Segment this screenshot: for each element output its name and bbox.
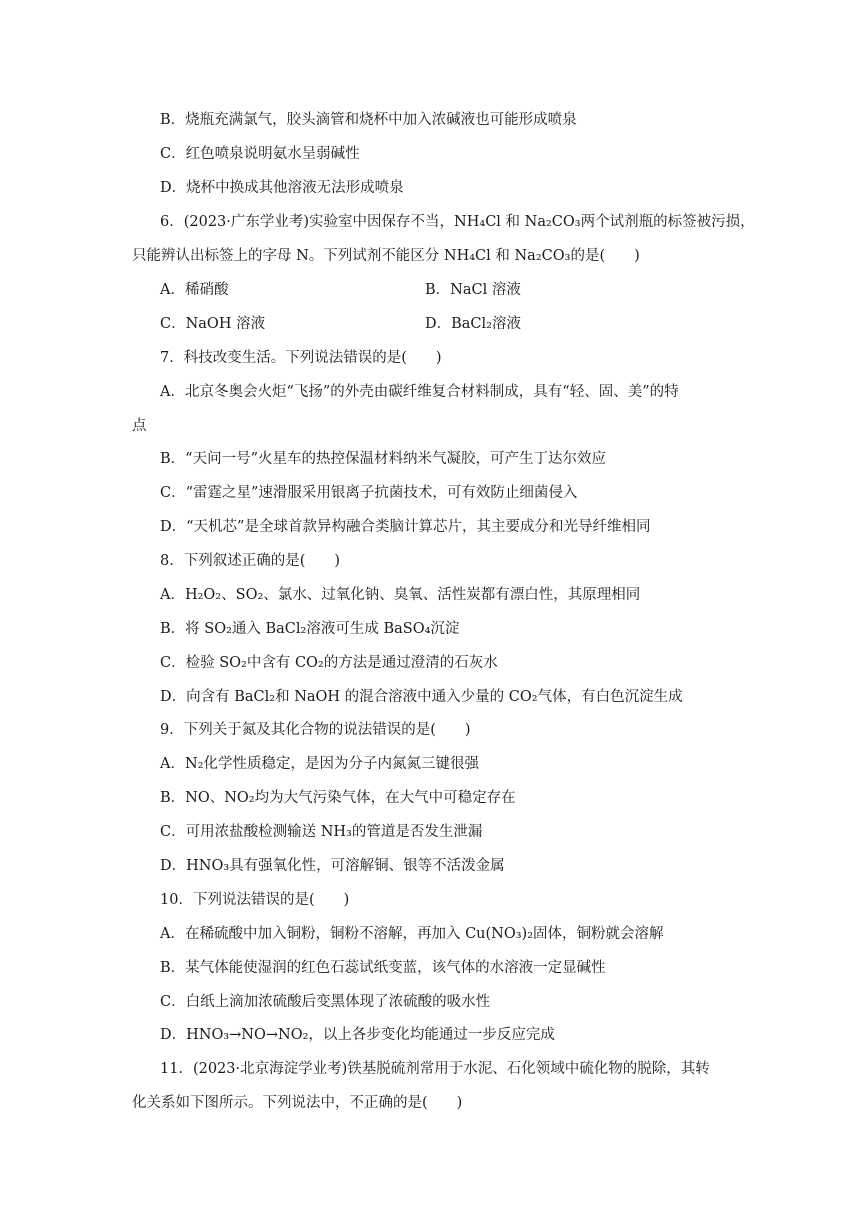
q6-option-d: D．BaCl₂溶液 [425,316,521,332]
q8-stem: 8．下列叙述正确的是( ) [160,553,341,569]
q7-option-c: C．“雷霆之星”速滑服采用银离子抗菌技术，可有效防止细菌侵入 [160,485,578,501]
q5-option-c: C．红色喷泉说明氨水呈弱碱性 [160,146,360,162]
q6-stem-line1: 6．(2023·广东学业考)实验室中因保存不当，NH₄Cl 和 Na₂CO₃两个试剂瓶的标签被污损， [160,214,755,230]
q9-option-d: D．HNO₃具有强氧化性，可溶解铜、银等不活泼金属 [160,858,505,874]
q7-stem: 7．科技改变生活。下列说法错误的是( ) [160,350,442,366]
q9-stem: 9．下列关于氮及其化合物的说法错误的是( ) [160,722,471,738]
q8-option-b: B．将 SO₂通入 BaCl₂溶液可生成 BaSO₄沉淀 [160,621,460,637]
q6-option-b: B．NaCl 溶液 [425,282,521,298]
q7-option-d: D．“天机芯”是全球首款异构融合类脑计算芯片，其主要成分和光导纤维相同 [160,519,651,535]
q11-stem-line1: 11．(2023·北京海淀学业考)铁基脱硫剂常用于水泥、石化领域中硫化物的脱除，其转 [160,1061,710,1077]
q6-option-c: C．NaOH 溶液 [160,316,266,332]
q9-option-a: A．N₂化学性质稳定，是因为分子内氮氮三键很强 [160,756,479,772]
q5-option-d: D．烧杯中换成其他溶液无法形成喷泉 [160,180,404,196]
q8-option-d: D．向含有 BaCl₂和 NaOH 的混合溶液中通入少量的 CO₂气体，有白色沉淀生成 [160,689,683,705]
q9-option-b: B．NO、NO₂均为大气污染气体，在大气中可稳定存在 [160,790,516,806]
q9-option-c: C．可用浓盐酸检测输送 NH₃的管道是否发生泄漏 [160,824,483,840]
q7-option-a-line1: A．北京冬奥会火炬“飞扬”的外壳由碳纤维复合材料制成，具有“轻、固、美”的特 [160,384,679,400]
q8-option-c: C．检验 SO₂中含有 CO₂的方法是通过澄清的石灰水 [160,655,498,671]
q5-option-b: B．烧瓶充满氯气，胶头滴管和烧杯中加入浓碱液也可能形成喷泉 [160,112,577,128]
q8-option-a: A．H₂O₂、SO₂、氯水、过氧化钠、臭氧、活性炭都有漂白性，其原理相同 [160,587,641,603]
q10-option-a: A．在稀硫酸中加入铜粉，铜粉不溶解，再加入 Cu(NO₃)₂固体，铜粉就会溶解 [160,926,664,942]
q10-option-c: C．白纸上滴加浓硫酸后变黑体现了浓硫酸的吸水性 [160,994,491,1010]
q11-stem-line2: 化关系如下图所示。下列说法中，不正确的是( ) [132,1095,463,1111]
q7-option-b: B．“天问一号”火星车的热控保温材料纳米气凝胶，可产生丁达尔效应 [160,451,606,467]
q10-option-b: B．某气体能使湿润的红色石蕊试纸变蓝，该气体的水溶液一定显碱性 [160,960,606,976]
q10-stem: 10．下列说法错误的是( ) [160,892,350,908]
q6-option-a: A．稀硝酸 [160,282,229,298]
q10-option-d: D．HNO₃→NO→NO₂，以上各步变化均能通过一步反应完成 [160,1027,555,1043]
q7-option-a-line2: 点 [132,418,147,434]
q6-stem-line2: 只能辨认出标签上的字母 N。下列试剂不能区分 NH₄Cl 和 Na₂CO₃的是( ) [132,248,640,264]
